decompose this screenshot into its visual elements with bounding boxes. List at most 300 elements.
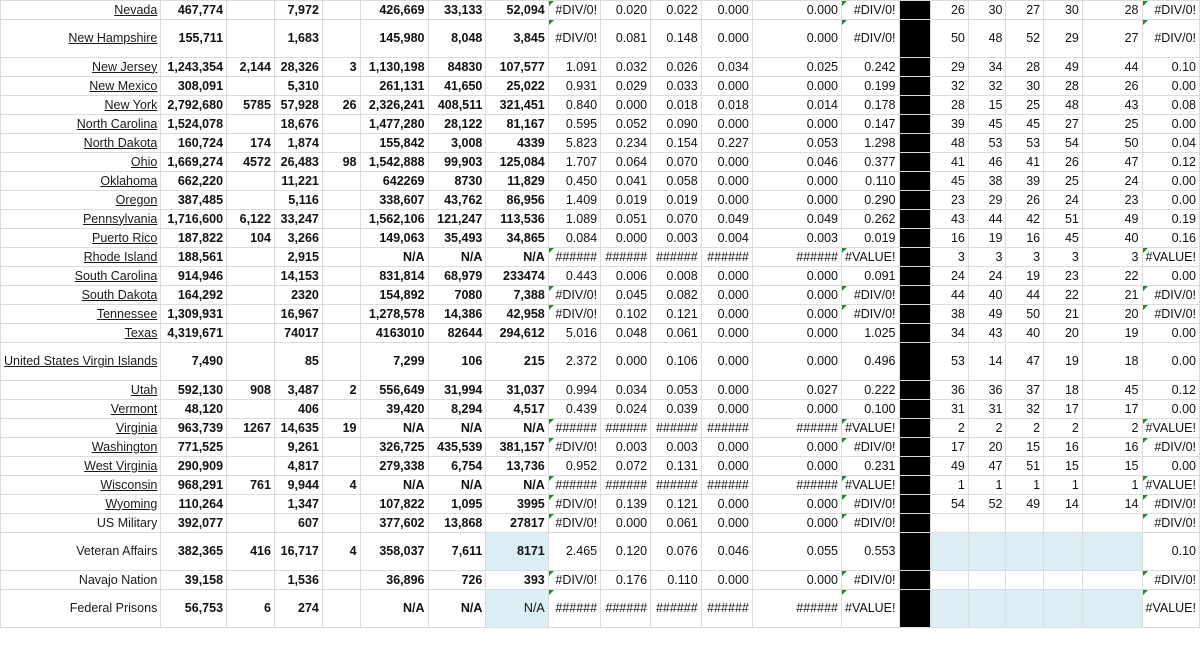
rank-cell-r2[interactable] — [968, 514, 1006, 533]
value-cell-a[interactable]: 771,525 — [161, 438, 227, 457]
score-cell[interactable]: 0.16 — [1142, 229, 1200, 248]
rank-cell-r3[interactable]: 25 — [1006, 96, 1044, 115]
value-cell-f[interactable]: 68,979 — [428, 267, 486, 286]
value-cell-f[interactable]: 82644 — [428, 324, 486, 343]
rank-cell-r1[interactable]: 38 — [931, 305, 969, 324]
value-cell-a[interactable]: 963,739 — [161, 419, 227, 438]
jurisdiction-link[interactable]: Washington — [91, 439, 158, 454]
value-cell-e[interactable]: 36,896 — [360, 571, 428, 590]
rank-cell-r4[interactable]: 51 — [1044, 210, 1083, 229]
rank-cell-r5[interactable]: 19 — [1082, 324, 1142, 343]
row-label-cell[interactable] — [1, 1, 161, 20]
ratio-cell-l[interactable]: 0.003 — [752, 229, 841, 248]
rank-cell-r2[interactable]: 32 — [968, 77, 1006, 96]
rank-cell-r3[interactable] — [1006, 514, 1044, 533]
value-cell-g[interactable]: 125,084 — [486, 153, 548, 172]
value-cell-d[interactable] — [322, 115, 360, 134]
value-cell-g[interactable]: 215 — [486, 343, 548, 381]
ratio-cell-k[interactable]: 0.034 — [701, 58, 752, 77]
value-cell-e[interactable]: 261,131 — [360, 77, 428, 96]
rank-cell-r5[interactable] — [1082, 571, 1142, 590]
value-cell-b[interactable]: 5785 — [227, 96, 275, 115]
ratio-cell-j[interactable]: 0.082 — [651, 286, 702, 305]
rank-cell-r2[interactable]: 24 — [968, 267, 1006, 286]
jurisdiction-link[interactable]: Virginia — [115, 420, 158, 435]
value-cell-b[interactable] — [227, 438, 275, 457]
rank-cell-r5[interactable]: 25 — [1082, 115, 1142, 134]
ratio-cell-l[interactable]: ###### — [752, 419, 841, 438]
ratio-cell-j[interactable]: 0.061 — [651, 324, 702, 343]
value-cell-g[interactable]: 13,736 — [486, 457, 548, 476]
score-cell[interactable]: #VALUE! — [1142, 476, 1200, 495]
score-cell[interactable]: 0.12 — [1142, 153, 1200, 172]
value-cell-a[interactable]: 1,309,931 — [161, 305, 227, 324]
rank-cell-r2[interactable]: 45 — [968, 115, 1006, 134]
rank-cell-r1[interactable]: 54 — [931, 495, 969, 514]
value-cell-c[interactable]: 5,310 — [274, 77, 322, 96]
value-cell-a[interactable]: 164,292 — [161, 286, 227, 305]
value-cell-c[interactable]: 9,944 — [274, 476, 322, 495]
value-cell-d[interactable] — [322, 457, 360, 476]
total-ratio-cell[interactable]: 0.262 — [842, 210, 900, 229]
value-cell-e[interactable]: N/A — [360, 419, 428, 438]
rank-cell-r1[interactable]: 43 — [931, 210, 969, 229]
value-cell-b[interactable] — [227, 172, 275, 191]
rank-cell-r4[interactable]: 23 — [1044, 267, 1083, 286]
rank-cell-r3[interactable]: 30 — [1006, 77, 1044, 96]
score-cell[interactable]: 0.12 — [1142, 381, 1200, 400]
value-cell-e[interactable]: N/A — [360, 590, 428, 628]
jurisdiction-link[interactable]: North Dakota — [83, 135, 158, 150]
row-label-cell[interactable] — [1, 134, 161, 153]
jurisdiction-link[interactable]: Wyoming — [105, 496, 158, 511]
value-cell-c[interactable]: 2320 — [274, 286, 322, 305]
total-ratio-cell[interactable]: 0.553 — [842, 533, 900, 571]
value-cell-d[interactable] — [322, 324, 360, 343]
value-cell-d[interactable] — [322, 438, 360, 457]
total-ratio-cell[interactable]: 0.242 — [842, 58, 900, 77]
value-cell-f[interactable]: 43,762 — [428, 191, 486, 210]
rank-cell-r3[interactable] — [1006, 590, 1044, 628]
value-cell-a[interactable]: 188,561 — [161, 248, 227, 267]
rank-cell-r3[interactable]: 41 — [1006, 153, 1044, 172]
ratio-cell-l[interactable]: 0.000 — [752, 495, 841, 514]
rank-cell-r1[interactable]: 34 — [931, 324, 969, 343]
value-cell-d[interactable] — [322, 172, 360, 191]
rank-cell-r5[interactable]: 1 — [1082, 476, 1142, 495]
ratio-cell-k[interactable]: 0.000 — [701, 1, 752, 20]
ratio-cell-i[interactable]: 0.139 — [601, 495, 651, 514]
rank-cell-r1[interactable] — [931, 514, 969, 533]
ratio-cell-l[interactable]: 0.014 — [752, 96, 841, 115]
total-ratio-cell[interactable]: 0.290 — [842, 191, 900, 210]
rank-cell-r4[interactable]: 3 — [1044, 248, 1083, 267]
value-cell-d[interactable] — [322, 20, 360, 58]
rank-cell-r2[interactable]: 40 — [968, 286, 1006, 305]
score-cell[interactable]: #DIV/0! — [1142, 20, 1200, 58]
ratio-cell-h[interactable]: #DIV/0! — [548, 286, 600, 305]
rank-cell-r1[interactable]: 32 — [931, 77, 969, 96]
rank-cell-r4[interactable]: 28 — [1044, 77, 1083, 96]
rank-cell-r5[interactable]: 16 — [1082, 438, 1142, 457]
value-cell-a[interactable]: 308,091 — [161, 77, 227, 96]
ratio-cell-h[interactable]: 1.409 — [548, 191, 600, 210]
row-label-cell[interactable] — [1, 495, 161, 514]
value-cell-b[interactable]: 2,144 — [227, 58, 275, 77]
value-cell-a[interactable]: 160,724 — [161, 134, 227, 153]
rank-cell-r2[interactable]: 31 — [968, 400, 1006, 419]
rank-cell-r4[interactable]: 26 — [1044, 153, 1083, 172]
value-cell-g[interactable]: 86,956 — [486, 191, 548, 210]
score-cell[interactable]: 0.00 — [1142, 115, 1200, 134]
ratio-cell-h[interactable]: 0.931 — [548, 77, 600, 96]
ratio-cell-i[interactable]: 0.064 — [601, 153, 651, 172]
ratio-cell-i[interactable]: ###### — [601, 476, 651, 495]
value-cell-e[interactable]: 1,278,578 — [360, 305, 428, 324]
ratio-cell-h[interactable]: 2.372 — [548, 343, 600, 381]
rank-cell-r5[interactable]: 24 — [1082, 172, 1142, 191]
rank-cell-r4[interactable]: 54 — [1044, 134, 1083, 153]
value-cell-c[interactable]: 1,536 — [274, 571, 322, 590]
rank-cell-r2[interactable]: 53 — [968, 134, 1006, 153]
rank-cell-r5[interactable]: 3 — [1082, 248, 1142, 267]
ratio-cell-k[interactable]: 0.000 — [701, 172, 752, 191]
ratio-cell-j[interactable]: 0.018 — [651, 96, 702, 115]
value-cell-g[interactable]: 3995 — [486, 495, 548, 514]
rank-cell-r5[interactable]: 17 — [1082, 400, 1142, 419]
value-cell-g[interactable]: N/A — [486, 248, 548, 267]
rank-cell-r3[interactable] — [1006, 571, 1044, 590]
ratio-cell-j[interactable]: 0.121 — [651, 495, 702, 514]
rank-cell-r4[interactable]: 25 — [1044, 172, 1083, 191]
value-cell-b[interactable]: 4572 — [227, 153, 275, 172]
value-cell-f[interactable]: N/A — [428, 590, 486, 628]
total-ratio-cell[interactable]: 1.025 — [842, 324, 900, 343]
total-ratio-cell[interactable]: 0.100 — [842, 400, 900, 419]
row-label-cell[interactable] — [1, 419, 161, 438]
rank-cell-r5[interactable] — [1082, 533, 1142, 571]
value-cell-g[interactable]: 381,157 — [486, 438, 548, 457]
total-ratio-cell[interactable]: #DIV/0! — [842, 20, 900, 58]
rank-cell-r5[interactable]: 45 — [1082, 381, 1142, 400]
rank-cell-r5[interactable]: 47 — [1082, 153, 1142, 172]
value-cell-g[interactable]: 31,037 — [486, 381, 548, 400]
row-label-cell[interactable] — [1, 153, 161, 172]
value-cell-f[interactable]: 121,247 — [428, 210, 486, 229]
rank-cell-r3[interactable]: 51 — [1006, 457, 1044, 476]
rank-cell-r3[interactable]: 40 — [1006, 324, 1044, 343]
rank-cell-r3[interactable] — [1006, 533, 1044, 571]
value-cell-d[interactable] — [322, 1, 360, 20]
value-cell-c[interactable]: 406 — [274, 400, 322, 419]
score-cell[interactable]: #DIV/0! — [1142, 305, 1200, 324]
value-cell-e[interactable]: 1,542,888 — [360, 153, 428, 172]
score-cell[interactable]: #VALUE! — [1142, 248, 1200, 267]
score-cell[interactable]: #DIV/0! — [1142, 1, 1200, 20]
ratio-cell-k[interactable]: 0.000 — [701, 153, 752, 172]
value-cell-b[interactable] — [227, 400, 275, 419]
value-cell-a[interactable]: 968,291 — [161, 476, 227, 495]
rank-cell-r4[interactable]: 19 — [1044, 343, 1083, 381]
rank-cell-r5[interactable]: 2 — [1082, 419, 1142, 438]
rank-cell-r3[interactable]: 1 — [1006, 476, 1044, 495]
value-cell-f[interactable]: 28,122 — [428, 115, 486, 134]
ratio-cell-h[interactable]: 0.952 — [548, 457, 600, 476]
ratio-cell-k[interactable]: 0.000 — [701, 438, 752, 457]
ratio-cell-l[interactable]: 0.049 — [752, 210, 841, 229]
value-cell-g[interactable]: 107,577 — [486, 58, 548, 77]
value-cell-d[interactable]: 4 — [322, 533, 360, 571]
rank-cell-r3[interactable]: 2 — [1006, 419, 1044, 438]
value-cell-g[interactable]: 34,865 — [486, 229, 548, 248]
score-cell[interactable]: 0.08 — [1142, 96, 1200, 115]
ratio-cell-k[interactable]: 0.000 — [701, 457, 752, 476]
rank-cell-r1[interactable]: 39 — [931, 115, 969, 134]
value-cell-d[interactable] — [322, 248, 360, 267]
ratio-cell-i[interactable]: 0.000 — [601, 514, 651, 533]
ratio-cell-k[interactable]: 0.000 — [701, 267, 752, 286]
total-ratio-cell[interactable]: #VALUE! — [842, 476, 900, 495]
value-cell-g[interactable]: 4,517 — [486, 400, 548, 419]
value-cell-b[interactable] — [227, 305, 275, 324]
rank-cell-r1[interactable]: 50 — [931, 20, 969, 58]
rank-cell-r2[interactable]: 47 — [968, 457, 1006, 476]
ratio-cell-j[interactable]: 0.058 — [651, 172, 702, 191]
row-label-cell[interactable] — [1, 305, 161, 324]
value-cell-c[interactable]: 9,261 — [274, 438, 322, 457]
value-cell-f[interactable]: 1,095 — [428, 495, 486, 514]
value-cell-c[interactable]: 1,347 — [274, 495, 322, 514]
score-cell[interactable]: 0.00 — [1142, 343, 1200, 381]
value-cell-g[interactable]: 27817 — [486, 514, 548, 533]
total-ratio-cell[interactable]: #DIV/0! — [842, 571, 900, 590]
rank-cell-r3[interactable]: 3 — [1006, 248, 1044, 267]
row-label-cell[interactable] — [1, 590, 161, 628]
jurisdiction-link[interactable]: New Hampshire — [68, 31, 158, 45]
value-cell-b[interactable] — [227, 343, 275, 381]
row-label-cell[interactable] — [1, 476, 161, 495]
jurisdiction-link[interactable]: New Jersey — [92, 59, 158, 74]
ratio-cell-j[interactable]: 0.131 — [651, 457, 702, 476]
ratio-cell-j[interactable]: 0.090 — [651, 115, 702, 134]
row-label-cell[interactable] — [1, 324, 161, 343]
ratio-cell-h[interactable]: 0.994 — [548, 381, 600, 400]
score-cell[interactable]: 0.10 — [1142, 58, 1200, 77]
rank-cell-r1[interactable]: 3 — [931, 248, 969, 267]
jurisdiction-link[interactable]: Rhode Island — [83, 249, 158, 264]
rank-cell-r1[interactable] — [931, 590, 969, 628]
value-cell-a[interactable]: 467,774 — [161, 1, 227, 20]
ratio-cell-j[interactable]: 0.026 — [651, 58, 702, 77]
rank-cell-r2[interactable]: 44 — [968, 210, 1006, 229]
value-cell-d[interactable]: 26 — [322, 96, 360, 115]
value-cell-d[interactable] — [322, 495, 360, 514]
rank-cell-r1[interactable]: 17 — [931, 438, 969, 457]
value-cell-b[interactable]: 416 — [227, 533, 275, 571]
ratio-cell-l[interactable]: 0.000 — [752, 457, 841, 476]
total-ratio-cell[interactable]: #DIV/0! — [842, 305, 900, 324]
ratio-cell-j[interactable]: ###### — [651, 419, 702, 438]
rank-cell-r1[interactable]: 48 — [931, 134, 969, 153]
value-cell-f[interactable]: 8,294 — [428, 400, 486, 419]
ratio-cell-j[interactable]: 0.019 — [651, 191, 702, 210]
ratio-cell-l[interactable]: 0.027 — [752, 381, 841, 400]
rank-cell-r3[interactable]: 37 — [1006, 381, 1044, 400]
value-cell-a[interactable]: 56,753 — [161, 590, 227, 628]
ratio-cell-l[interactable]: ###### — [752, 248, 841, 267]
score-cell[interactable]: 0.00 — [1142, 267, 1200, 286]
ratio-cell-i[interactable]: 0.072 — [601, 457, 651, 476]
ratio-cell-i[interactable]: 0.048 — [601, 324, 651, 343]
rank-cell-r5[interactable]: 21 — [1082, 286, 1142, 305]
value-cell-b[interactable] — [227, 267, 275, 286]
total-ratio-cell[interactable]: 0.222 — [842, 381, 900, 400]
value-cell-a[interactable]: 290,909 — [161, 457, 227, 476]
value-cell-f[interactable]: 7,611 — [428, 533, 486, 571]
value-cell-d[interactable] — [322, 267, 360, 286]
jurisdiction-link[interactable]: West Virginia — [84, 458, 158, 473]
value-cell-b[interactable] — [227, 248, 275, 267]
rank-cell-r1[interactable] — [931, 533, 969, 571]
rank-cell-r5[interactable]: 28 — [1082, 1, 1142, 20]
value-cell-g[interactable]: 3,845 — [486, 20, 548, 58]
value-cell-e[interactable]: 107,822 — [360, 495, 428, 514]
ratio-cell-k[interactable]: 0.000 — [701, 324, 752, 343]
value-cell-b[interactable] — [227, 286, 275, 305]
ratio-cell-l[interactable]: ###### — [752, 590, 841, 628]
row-label-cell[interactable] — [1, 248, 161, 267]
value-cell-g[interactable]: N/A — [486, 476, 548, 495]
score-cell[interactable]: #DIV/0! — [1142, 495, 1200, 514]
rank-cell-r2[interactable]: 15 — [968, 96, 1006, 115]
ratio-cell-l[interactable]: 0.000 — [752, 77, 841, 96]
ratio-cell-j[interactable]: 0.003 — [651, 229, 702, 248]
ratio-cell-j[interactable]: 0.121 — [651, 305, 702, 324]
value-cell-b[interactable] — [227, 115, 275, 134]
value-cell-e[interactable]: 154,892 — [360, 286, 428, 305]
value-cell-b[interactable] — [227, 495, 275, 514]
value-cell-a[interactable]: 110,264 — [161, 495, 227, 514]
value-cell-f[interactable]: 8,048 — [428, 20, 486, 58]
value-cell-f[interactable]: N/A — [428, 476, 486, 495]
rank-cell-r4[interactable]: 22 — [1044, 286, 1083, 305]
rank-cell-r3[interactable]: 52 — [1006, 20, 1044, 58]
value-cell-f[interactable]: 7080 — [428, 286, 486, 305]
rank-cell-r1[interactable]: 41 — [931, 153, 969, 172]
rank-cell-r4[interactable]: 45 — [1044, 229, 1083, 248]
jurisdiction-link[interactable]: Vermont — [110, 401, 158, 416]
value-cell-b[interactable]: 174 — [227, 134, 275, 153]
ratio-cell-l[interactable]: 0.046 — [752, 153, 841, 172]
score-cell[interactable]: #DIV/0! — [1142, 286, 1200, 305]
rank-cell-r2[interactable] — [968, 571, 1006, 590]
jurisdiction-link[interactable]: Oklahoma — [100, 173, 158, 188]
row-label-cell[interactable] — [1, 286, 161, 305]
value-cell-e[interactable]: 39,420 — [360, 400, 428, 419]
rank-cell-r5[interactable]: 18 — [1082, 343, 1142, 381]
value-cell-e[interactable]: 426,669 — [360, 1, 428, 20]
ratio-cell-i[interactable]: 0.019 — [601, 191, 651, 210]
value-cell-d[interactable] — [322, 590, 360, 628]
value-cell-c[interactable]: 2,915 — [274, 248, 322, 267]
value-cell-b[interactable] — [227, 324, 275, 343]
ratio-cell-k[interactable]: 0.000 — [701, 77, 752, 96]
ratio-cell-j[interactable]: 0.033 — [651, 77, 702, 96]
rank-cell-r4[interactable]: 18 — [1044, 381, 1083, 400]
rank-cell-r4[interactable] — [1044, 514, 1083, 533]
rank-cell-r3[interactable]: 28 — [1006, 58, 1044, 77]
value-cell-d[interactable] — [322, 77, 360, 96]
value-cell-a[interactable]: 1,669,274 — [161, 153, 227, 172]
value-cell-g[interactable]: 4339 — [486, 134, 548, 153]
value-cell-d[interactable] — [322, 571, 360, 590]
value-cell-e[interactable]: 556,649 — [360, 381, 428, 400]
value-cell-c[interactable]: 28,326 — [274, 58, 322, 77]
ratio-cell-k[interactable]: 0.000 — [701, 20, 752, 58]
rank-cell-r4[interactable]: 29 — [1044, 20, 1083, 58]
total-ratio-cell[interactable]: 1.298 — [842, 134, 900, 153]
rank-cell-r3[interactable]: 50 — [1006, 305, 1044, 324]
ratio-cell-i[interactable]: 0.120 — [601, 533, 651, 571]
rank-cell-r4[interactable]: 14 — [1044, 495, 1083, 514]
rank-cell-r1[interactable]: 2 — [931, 419, 969, 438]
value-cell-e[interactable]: N/A — [360, 476, 428, 495]
row-label-cell[interactable] — [1, 77, 161, 96]
rank-cell-r1[interactable]: 44 — [931, 286, 969, 305]
value-cell-c[interactable]: 57,928 — [274, 96, 322, 115]
rank-cell-r2[interactable]: 2 — [968, 419, 1006, 438]
total-ratio-cell[interactable]: 0.110 — [842, 172, 900, 191]
ratio-cell-h[interactable]: #DIV/0! — [548, 1, 600, 20]
row-label-cell[interactable] — [1, 191, 161, 210]
ratio-cell-h[interactable]: 0.450 — [548, 172, 600, 191]
ratio-cell-h[interactable]: #DIV/0! — [548, 514, 600, 533]
ratio-cell-l[interactable]: 0.025 — [752, 58, 841, 77]
value-cell-c[interactable]: 85 — [274, 343, 322, 381]
value-cell-c[interactable]: 4,817 — [274, 457, 322, 476]
ratio-cell-k[interactable]: 0.000 — [701, 400, 752, 419]
ratio-cell-i[interactable]: 0.003 — [601, 438, 651, 457]
value-cell-e[interactable]: 4163010 — [360, 324, 428, 343]
ratio-cell-h[interactable]: 1.091 — [548, 58, 600, 77]
value-cell-e[interactable]: 7,299 — [360, 343, 428, 381]
ratio-cell-k[interactable]: 0.000 — [701, 286, 752, 305]
value-cell-a[interactable]: 2,792,680 — [161, 96, 227, 115]
jurisdiction-link[interactable]: New York — [104, 97, 158, 112]
total-ratio-cell[interactable]: #DIV/0! — [842, 1, 900, 20]
ratio-cell-i[interactable]: 0.029 — [601, 77, 651, 96]
value-cell-g[interactable]: 81,167 — [486, 115, 548, 134]
row-label-cell[interactable] — [1, 438, 161, 457]
ratio-cell-l[interactable]: 0.055 — [752, 533, 841, 571]
jurisdiction-link[interactable]: Pennsylvania — [82, 211, 158, 226]
value-cell-f[interactable]: 6,754 — [428, 457, 486, 476]
value-cell-e[interactable]: 642269 — [360, 172, 428, 191]
value-cell-d[interactable] — [322, 191, 360, 210]
value-cell-g[interactable]: 11,829 — [486, 172, 548, 191]
value-cell-e[interactable]: 1,477,280 — [360, 115, 428, 134]
value-cell-e[interactable]: 149,063 — [360, 229, 428, 248]
rank-cell-r4[interactable]: 2 — [1044, 419, 1083, 438]
rank-cell-r1[interactable]: 1 — [931, 476, 969, 495]
ratio-cell-i[interactable]: 0.051 — [601, 210, 651, 229]
rank-cell-r2[interactable]: 20 — [968, 438, 1006, 457]
value-cell-f[interactable]: N/A — [428, 419, 486, 438]
row-label-cell[interactable] — [1, 96, 161, 115]
jurisdiction-link[interactable]: Oregon — [115, 192, 158, 207]
rank-cell-r1[interactable]: 26 — [931, 1, 969, 20]
rank-cell-r2[interactable]: 43 — [968, 324, 1006, 343]
